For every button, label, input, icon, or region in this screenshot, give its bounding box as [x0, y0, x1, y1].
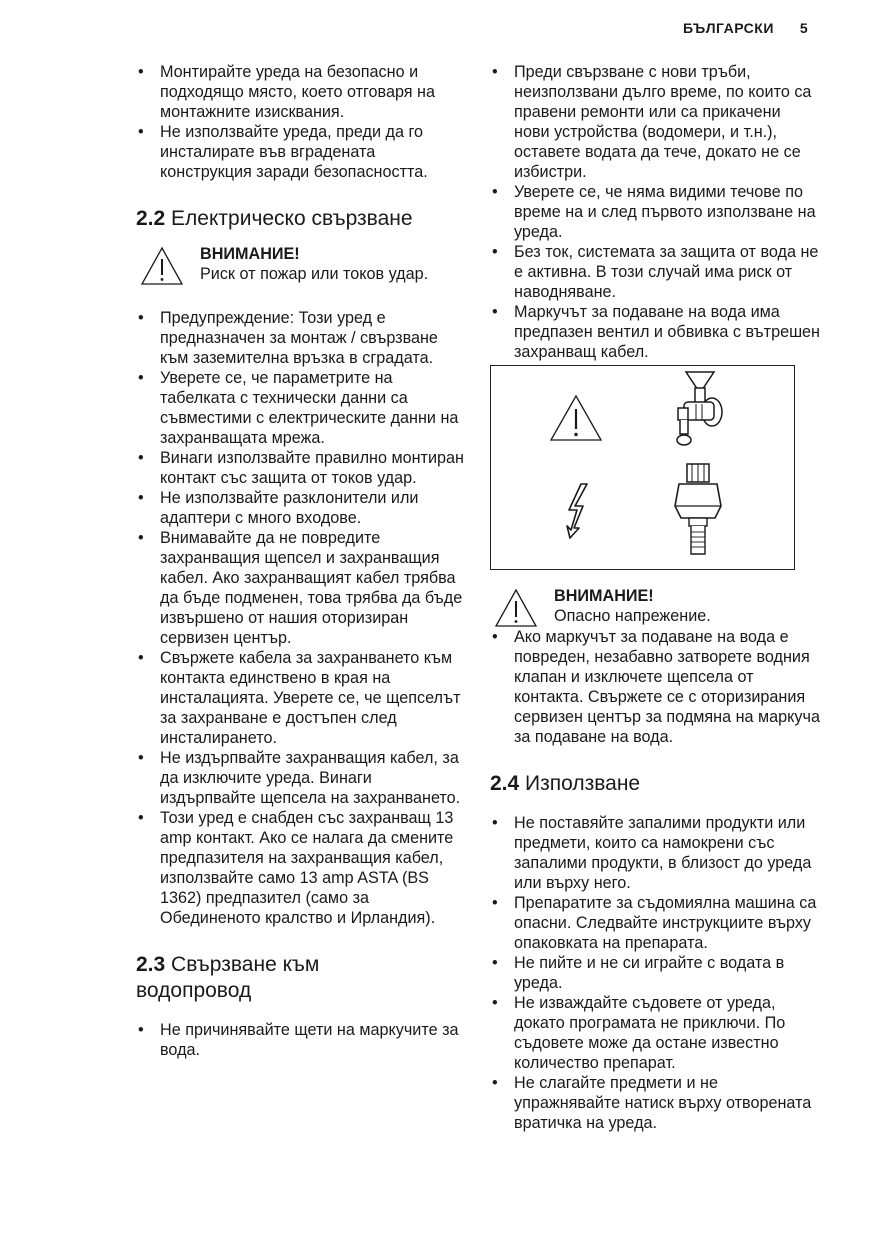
section-number: 2.2	[136, 207, 166, 230]
page-number: 5	[799, 20, 809, 36]
warning-text: Риск от пожар или токов удар.	[200, 265, 429, 283]
right-column	[490, 62, 820, 1133]
list-item: • Препаратите за съдомиялна машина са опасни. Следвайте инструкциите върху опаковката на препарата.	[490, 893, 820, 953]
lightning-bolt-icon	[561, 482, 591, 540]
list-item: • Внимавайте да не повредите захранващия щепсел и захранващия кабел. Ако захранващият кабел трябва да бъде подменен, това трябва да бъде извършено от нашия оторизиран сервизен център.	[136, 528, 466, 648]
list-item: • Без ток, системата за защита от вода не е активна. В този случай има риск от наводняване.	[490, 242, 820, 302]
header-language: БЪЛГАРСКИ	[683, 20, 774, 36]
list-item: • Не изваждайте съдовете от уреда, докато програмата не приключи. По съдовете може да остане известно количество препарат.	[490, 993, 820, 1073]
section-title: Използване	[525, 772, 641, 795]
section-heading-2-4	[490, 771, 820, 797]
intro-list	[136, 62, 466, 182]
list-item: • Не причинявайте щети на маркучите за вода.	[136, 1020, 466, 1060]
safety-valve-icon	[669, 462, 727, 562]
warning-title: ВНИМАНИЕ!	[554, 587, 654, 605]
section-number: 2.4	[490, 772, 520, 795]
electrical-list	[136, 308, 466, 928]
list-item: • Уверете се, че параметрите на табелката с технически данни са съвместими с електрическите данни на захранващата мрежа.	[136, 368, 466, 448]
list-item: • Не пийте и не си играйте с водата в уреда.	[490, 953, 820, 993]
list-item: • Преди свързване с нови тръби, неизползвани дълго време, по които са правени ремонти или са прикачени нови устройства (водомери, и т.н.), оставете водата да тече, докато не се избистри.	[490, 62, 820, 182]
warning-block	[490, 586, 820, 626]
warning-triangle-icon	[140, 246, 184, 286]
warning-triangle-icon	[549, 394, 603, 442]
warning-block	[136, 244, 466, 284]
page-header	[683, 20, 808, 36]
list-item: • Предупреждение: Този уред е предназначен за монтаж / свързване към заземителна връзка в сградата.	[136, 308, 466, 368]
list-item: • Не поставяйте запалими продукти или предмети, които са намокрени със запалими продукти, в близост до уреда или върху него.	[490, 813, 820, 893]
section-heading-2-3	[136, 952, 466, 1004]
hose-safety-figure	[490, 365, 795, 570]
list-item: • Не издърпвайте захранващия кабел, за да изключите уреда. Винаги издърпвайте щепсела на захранването.	[136, 748, 466, 808]
section-number: 2.3	[136, 953, 166, 976]
left-column	[136, 62, 466, 1060]
hose-damage-list	[490, 627, 820, 747]
list-item: • Свържете кабела за захранването към контакта единствено в края на инсталацията. Уверете се, че щепселът за захранване е достъпен след инсталирането.	[136, 648, 466, 748]
list-item: • Маркучът за подаване на вода има предпазен вентил и обвивка с вътрешен захранващ кабел.	[490, 302, 820, 362]
water-list-continued	[490, 62, 820, 362]
list-item: • Не слагайте предмети и не упражнявайте натиск върху отворената вратичка на уреда.	[490, 1073, 820, 1133]
section-heading-2-2	[136, 206, 466, 232]
list-item: • Уверете се, че няма видими течове по време на и след първото използване на уреда.	[490, 182, 820, 242]
section-title: Електрическо свързване	[171, 207, 413, 230]
section-title: Свързване към	[171, 953, 320, 976]
water-list	[136, 1020, 466, 1060]
water-tap-icon	[666, 368, 736, 452]
warning-text: Опасно напрежение.	[554, 607, 711, 625]
list-item: • Монтирайте уреда на безопасно и подходящо място, което отговаря на монтажните изисквания.	[136, 62, 466, 122]
warning-triangle-icon	[494, 588, 538, 628]
warning-title: ВНИМАНИЕ!	[200, 245, 300, 263]
list-item: • Този уред е снабден със захранващ 13 amp контакт. Ако се налага да смените предпазителя на захранващия кабел, използвайте само 13 amp ASTA (BS 1362) предпазител (само за Обединеното кралство и Ирландия).	[136, 808, 466, 928]
list-item: • Ако маркучът за подаване на вода е повреден, незабавно затворете водния клапан и изключете щепсела от контакта. Свържете се с оторизирания сервизен център за подмяна на маркуча за подаване на вода.	[490, 627, 820, 747]
section-title: водопровод	[136, 979, 252, 1002]
list-item: • Не използвайте разклонители или адаптери с много входове.	[136, 488, 466, 528]
usage-list	[490, 813, 820, 1133]
list-item: • Не използвайте уреда, преди да го инсталирате във вградената конструкция заради безопасността.	[136, 122, 466, 182]
list-item: • Винаги използвайте правилно монтиран контакт със защита от токов удар.	[136, 448, 466, 488]
